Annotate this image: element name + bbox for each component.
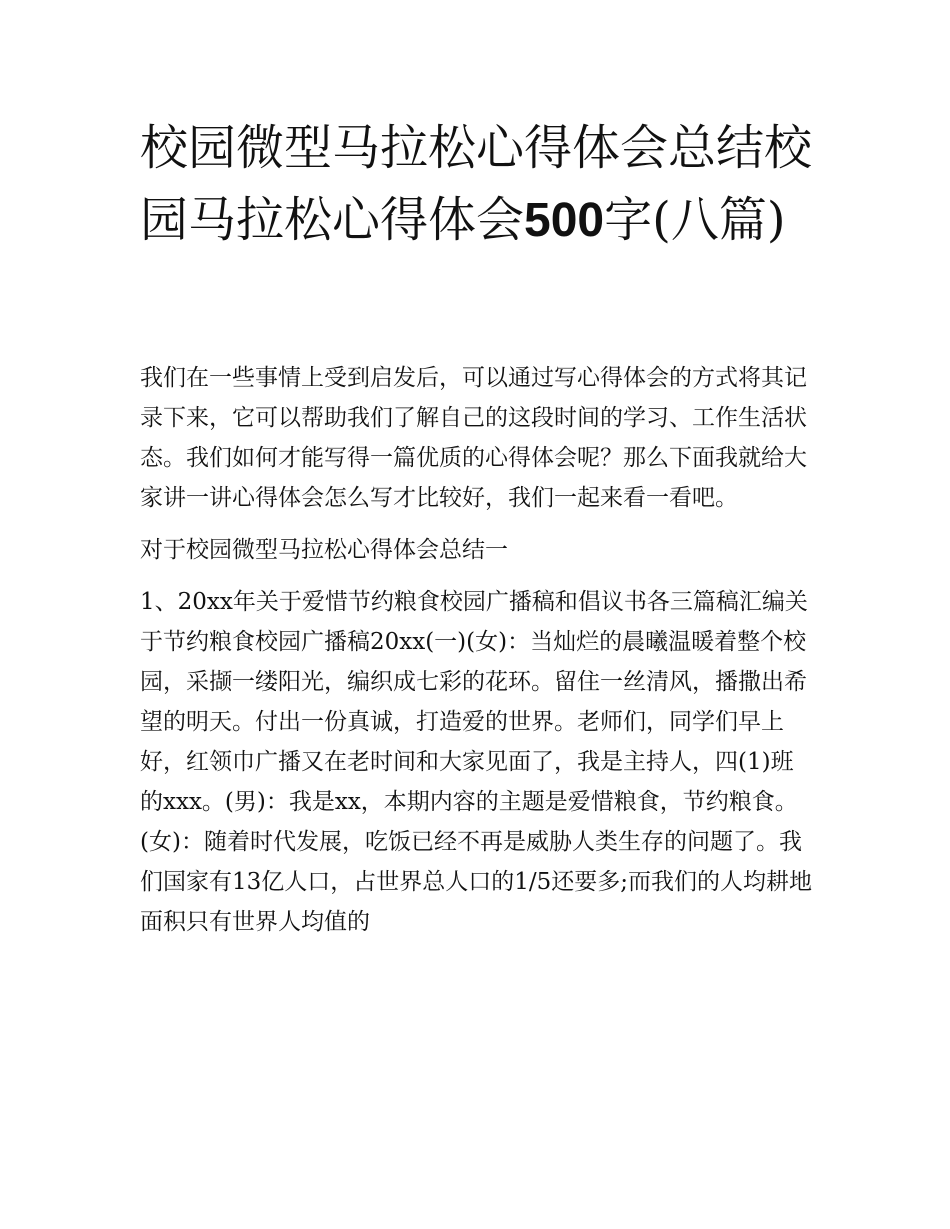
document-body <box>140 358 816 942</box>
document-title <box>140 112 820 257</box>
intro-paragraph: 我们在一些事情上受到启发后，可以通过写心得体会的方式将其记录下来，它可以帮助我们了解自己的这段时间的学习、工作生活状态。我们如何才能写得一篇优质的心得体会呢？那么下面我就给大家讲一讲心得体会怎么写才比较好，我们一起来看一看吧。 <box>140 365 807 511</box>
body-paragraph: 1、20xx年关于爱惜节约粮食校园广播稿和倡议书各三篇稿汇编关于节约粮食校园广播稿20xx(一)(女)：当灿烂的晨曦温暖着整个校园，采撷一缕阳光，编织成七彩的花环。留住一丝清风，播撒出希望的明天。付出一份真诚，打造爱的世界。老师们，同学们早上好，红领巾广播又在老时间和大家见面了，我是主持人，四(1)班的xxx。(男)：我是xx，本期内容的主题是爱惜粮食，节约粮食。(女)：随着时代发展，吃饭已经不再是威胁人类生存的问题了。我们国家有13亿人口，占世界总人口的1/5还要多;而我们的人均耕地面积只有世界人均值的 <box>140 589 813 935</box>
section-heading: 对于校园微型马拉松心得体会总结一 <box>140 537 508 563</box>
title-text-part1: 校园微型马拉松心得体会总结校园马拉松心得体会 <box>140 120 813 248</box>
title-number: 500 <box>524 194 605 247</box>
title-text-part2: 字(八篇) <box>604 192 786 248</box>
